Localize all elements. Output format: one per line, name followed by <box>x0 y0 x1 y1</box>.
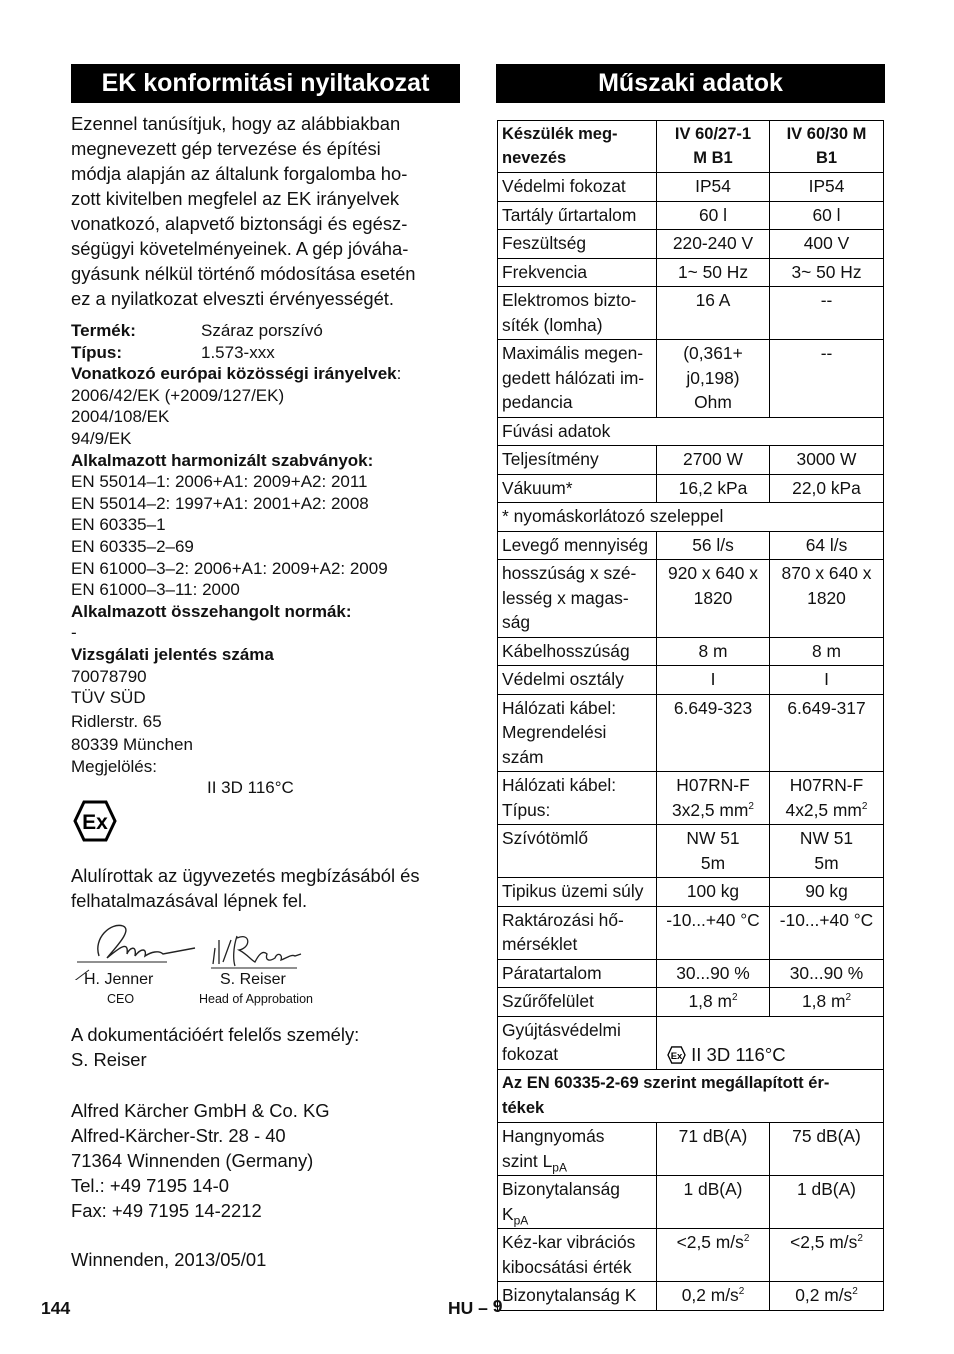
row-value-2: 1 dB(A) <box>770 1176 884 1229</box>
row-label: Kéz-kar vibrációs kibocsátási érték <box>498 1229 657 1282</box>
directives-heading: Vonatkozó európai közösségi irányelvek: <box>71 364 402 384</box>
row-value-2: 8 m <box>770 637 884 666</box>
row-label: hosszúság x szé- lesség x magas- ság <box>498 560 657 638</box>
row-label: Teljesítmény <box>498 446 657 475</box>
type-value: 1.573-xxx <box>201 342 275 362</box>
blow-data-label: Fúvási adatok <box>498 417 884 446</box>
row-value-1: 8 m <box>657 637 770 666</box>
row-label: Tipikus üzemi súly <box>498 878 657 907</box>
table-header-row <box>498 121 884 173</box>
row-value-2: 0,2 $m/s^2$ <box>770 1282 884 1311</box>
row-value-2: 22,0 kPa <box>770 474 884 503</box>
standard-item: EN 61000–3–2: 2006+A1: 2009+A2: 2009 <box>71 558 388 578</box>
directive-item: 94/9/EK <box>71 428 132 448</box>
row-value-1: 1 dB(A) <box>657 1176 770 1229</box>
standard-item: EN 60335–2–69 <box>71 536 194 556</box>
table-row <box>498 878 884 907</box>
row-value-2: 75 dB(A) <box>770 1123 884 1176</box>
report-number: 70078790 <box>71 666 147 686</box>
row-label: Védelmi osztály <box>498 666 657 695</box>
table-row <box>498 1123 884 1176</box>
table-row <box>498 988 884 1017</box>
row-value-1: 16,2 kPa <box>657 474 770 503</box>
product-row <box>71 320 471 342</box>
row-value-1: 16 A <box>657 287 770 340</box>
row-value-2: 3000 W <box>770 446 884 475</box>
technical-data-table <box>497 120 884 1311</box>
row-label: Vákuum* <box>498 474 657 503</box>
row-label: Bizonytalanság K <box>498 1282 657 1311</box>
intro-line: vonatkozó, alapvető biztonsági és egész- <box>71 213 408 234</box>
row-label: Védelmi fokozat <box>498 173 657 202</box>
table-row <box>498 287 884 340</box>
ex-small-icon <box>667 1046 686 1064</box>
row-value-1: <2,5 $m/s^2$ <box>657 1229 770 1282</box>
page-number: 144 <box>41 1298 71 1318</box>
declaration-details <box>71 320 471 799</box>
intro-line: ségügyi követelményeinek. A gép jóváha- <box>71 238 409 259</box>
report-street: Ridlerstr. 65 <box>71 711 162 731</box>
row-label: Elektromos bizto- síték (lomha) <box>498 287 657 340</box>
standard-item: EN 60335–1 <box>71 515 166 535</box>
type-label: Típus: <box>71 342 122 362</box>
row-value-1: 1,8 $m^2$ <box>657 988 770 1017</box>
table-row <box>498 637 884 666</box>
signatories-text <box>71 863 420 913</box>
row-value-2: -10...+40 °C <box>770 906 884 959</box>
row-label: Páratartalom <box>498 959 657 988</box>
table-row <box>498 173 884 202</box>
reiser-signature <box>207 918 307 976</box>
footnote-row <box>498 503 884 532</box>
marking-label: Megjelölés: <box>71 756 157 776</box>
en-standard-heading: Az EN 60335-2-69 szerint megállapított ér- tékek <box>498 1070 884 1123</box>
row-value-2: -- <box>770 287 884 340</box>
signatories-line: Alulírottak az ügyvezetés megbízásából és <box>71 865 420 886</box>
intro-line: ez a nyilatkozat elveszti érvényességét. <box>71 288 395 309</box>
signer2-name: S. Reiser <box>220 971 286 988</box>
company-address <box>71 1098 330 1223</box>
norms-value: - <box>71 623 77 643</box>
intro-line: Ezennel tanúsítjuk, hogy az alábbiakban <box>71 113 401 134</box>
row-label: Hálózati kábel: Megrendelési szám <box>498 694 657 772</box>
row-value-1: 0,2 $m/s^2$ <box>657 1282 770 1311</box>
company-line: 71364 Winnenden (Germany) <box>71 1150 314 1171</box>
technical-data-heading: Műszaki adatok <box>496 64 885 103</box>
row-label: Raktározási hő- mérséklet <box>498 906 657 959</box>
row-value-2: 90 kg <box>770 878 884 907</box>
directive-item: 2004/108/EK <box>71 407 170 427</box>
row-label: Szűrőfelület <box>498 988 657 1017</box>
standards-heading: Alkalmazott harmonizált szabványok: <box>71 450 374 470</box>
row-value-1: IP54 <box>657 173 770 202</box>
row-value-1: 220-240 V <box>657 230 770 259</box>
section-page-label <box>448 1298 503 1319</box>
table-row <box>498 201 884 230</box>
row-value-1: 56 l/s <box>657 531 770 560</box>
row-label: Maximális megen- gedett hálózati im- pedancia <box>498 340 657 418</box>
row-label: Kábelhosszúság <box>498 637 657 666</box>
section-row <box>498 417 884 446</box>
header-label: Készülék meg- nevezés <box>498 121 657 173</box>
row-label: Gyújtásvédelmi fokozat <box>498 1016 657 1070</box>
intro-line: módja alapján az általunk forgalomba ho- <box>71 163 408 184</box>
table-row <box>498 446 884 475</box>
row-label: Levegő mennyiség <box>498 531 657 560</box>
intro-line: zott kivitelben megfelel az EK irányelvek <box>71 188 400 209</box>
signatories-line: felhatalmazásával lépnek fel. <box>71 890 308 911</box>
row-value-2: 60 l <box>770 201 884 230</box>
table-row <box>498 1229 884 1282</box>
row-label: Hangnyomás szint $L_{pA}$ <box>498 1123 657 1176</box>
row-label: Szívótömlő <box>498 825 657 878</box>
row-value-2: 3~ 50 Hz <box>770 258 884 287</box>
row-value-1: 60 l <box>657 201 770 230</box>
table-row <box>498 1016 884 1070</box>
table-row <box>498 531 884 560</box>
table-row <box>498 666 884 695</box>
place-date: Winnenden, 2013/05/01 <box>71 1249 267 1270</box>
table-row <box>498 959 884 988</box>
row-value-1: 30...90 % <box>657 959 770 988</box>
signer1-role: CEO <box>107 992 135 1006</box>
table-row <box>498 230 884 259</box>
svg-text:Ex: Ex <box>670 1050 683 1062</box>
row-value-1: 6.649-323 <box>657 694 770 772</box>
row-label: Frekvencia <box>498 258 657 287</box>
language-code: HU <box>448 1298 474 1318</box>
row-value-2: 400 V <box>770 230 884 259</box>
norms-heading: Alkalmazott összehangolt normák: <box>71 601 352 621</box>
row-value-1: 2700 W <box>657 446 770 475</box>
table-row <box>498 825 884 878</box>
footer-dash: – <box>478 1298 488 1318</box>
section-row <box>498 1070 884 1123</box>
table-row <box>498 772 884 825</box>
signer2-role: Head of Approbation <box>199 992 313 1006</box>
table-row <box>498 340 884 418</box>
row-value-2: 6.649-317 <box>770 694 884 772</box>
intro-line: gyásunk nélkül történő módosítása esetén <box>71 263 416 284</box>
header-model-1: IV 60/27-1 M B1 <box>657 121 770 173</box>
directive-item: 2006/42/EK (+2009/127/EK) <box>71 385 285 405</box>
row-value-2: 64 l/s <box>770 531 884 560</box>
table-row <box>498 1282 884 1311</box>
report-heading: Vizsgálati jelentés száma <box>71 644 274 664</box>
product-value: Száraz porszívó <box>201 321 323 340</box>
row-value-2: 870 x 640 x 1820 <box>770 560 884 638</box>
company-line: Alfred-Kärcher-Str. 28 - 40 <box>71 1125 286 1146</box>
row-value-2: IP54 <box>770 173 884 202</box>
table-row <box>498 694 884 772</box>
row-value-1: I <box>657 666 770 695</box>
row-value-1: H07RN-F 3x2,5 $mm^2$ <box>657 772 770 825</box>
table-row <box>498 1176 884 1229</box>
row-value-2: NW 51 5m <box>770 825 884 878</box>
marking-value: II 3D 116°C <box>207 778 294 798</box>
row-label: Feszültség <box>498 230 657 259</box>
row-value-1: (0,361+ j0,198) Ohm <box>657 340 770 418</box>
table-row <box>498 258 884 287</box>
row-value-2: 30...90 % <box>770 959 884 988</box>
table-row <box>498 560 884 638</box>
standard-item: EN 55014–2: 1997+A1: 2001+A2: 2008 <box>71 493 369 513</box>
standard-item: EN 55014–1: 2006+A1: 2009+A2: 2011 <box>71 472 368 492</box>
signer1-name: H. Jenner <box>84 971 154 988</box>
declaration-heading: EK konformitási nyiltakozat <box>71 64 460 103</box>
table-row <box>498 906 884 959</box>
row-value-1: 71 dB(A) <box>657 1123 770 1176</box>
row-value-1: 1~ 50 Hz <box>657 258 770 287</box>
report-city: 80339 München <box>71 735 193 755</box>
doc-responsible-label: A dokumentációért felelős személy: <box>71 1024 360 1045</box>
row-value-2: 1,8 $m^2$ <box>770 988 884 1017</box>
row-value-2: -- <box>770 340 884 418</box>
doc-responsible-name: S. Reiser <box>71 1049 147 1070</box>
row-value-1: 920 x 640 x 1820 <box>657 560 770 638</box>
svg-text:Ex: Ex <box>82 811 108 834</box>
product-label: Termék: <box>71 321 136 340</box>
intro-line: megnevezett gép tervezése és építési <box>71 138 381 159</box>
header-model-2: IV 60/30 M B1 <box>770 121 884 173</box>
standard-item: EN 61000–3–11: 2000 <box>71 580 240 600</box>
intro-paragraph <box>71 111 463 311</box>
row-label: Hálózati kábel: Típus: <box>498 772 657 825</box>
ex-hexagon-icon <box>73 800 117 842</box>
report-org: TÜV SÜD <box>71 688 146 708</box>
doc-responsible <box>71 1022 359 1072</box>
row-value-2: I <box>770 666 884 695</box>
company-line: Tel.: +49 7195 14-0 <box>71 1175 229 1196</box>
sub-page-number: 9 <box>492 1296 503 1316</box>
row-label: Bizonytalanság $K_{pA}$ <box>498 1176 657 1229</box>
signatures <box>71 918 371 1010</box>
row-label: Tartály űrtartalom <box>498 201 657 230</box>
company-line: Alfred Kärcher GmbH & Co. KG <box>71 1100 330 1121</box>
row-value-2: <2,5 $m/s^2$ <box>770 1229 884 1282</box>
footnote: * nyomáskorlátozó szeleppel <box>498 503 884 532</box>
row-value-2: H07RN-F 4x2,5 $mm^2$ <box>770 772 884 825</box>
company-line: Fax: +49 7195 14-2212 <box>71 1200 262 1221</box>
row-value-1: -10...+40 °C <box>657 906 770 959</box>
row-value-1: 100 kg <box>657 878 770 907</box>
row-value-1: NW 51 5m <box>657 825 770 878</box>
type-row <box>71 342 471 364</box>
ignition-value: Ex II 3D 116°C <box>657 1016 884 1070</box>
table-row <box>498 474 884 503</box>
